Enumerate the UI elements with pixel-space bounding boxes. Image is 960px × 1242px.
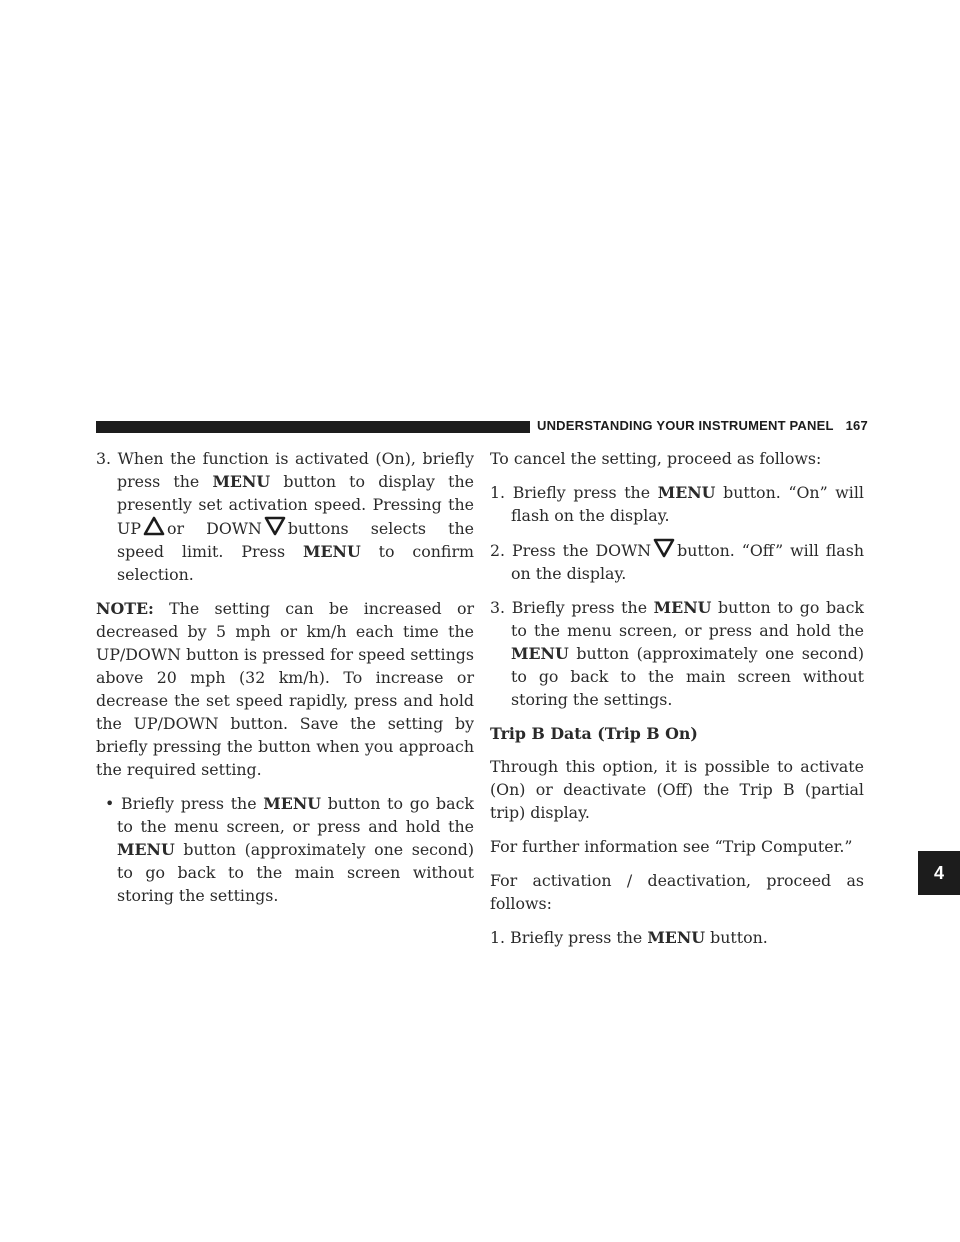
- step-text: When the function is activated (On), briefly press the: [117, 449, 474, 491]
- note-text: The setting can be increased or decreased by 5 mph or km/h each time the UP/DOWN button is pressed for speed settings above 20 mph (32 km/h). To increase or decrease the set speed rapidly, press and hold the UP/DOWN button. Save the setting by briefly pressing the button when you approach the required setting.: [96, 599, 475, 779]
- bullet-text: Briefly press the: [121, 794, 257, 813]
- cancel-step-2: [490, 538, 864, 585]
- cancel-intro: To cancel the setting, proceed as follows:: [490, 449, 822, 468]
- bullet-symbol: •: [105, 794, 115, 813]
- menu-keyword: MENU: [302, 542, 361, 561]
- bullet-item: [96, 792, 474, 907]
- trip-b-paragraph: Through this option, it is possible to activate (On) or deactivate (Off) the Trip B (partial trip) display.: [490, 757, 864, 822]
- menu-keyword: MENU: [117, 840, 175, 859]
- page-number: 167: [845, 418, 868, 433]
- chapter-tab: 4: [918, 851, 960, 895]
- right-column: [490, 447, 864, 960]
- menu-keyword: MENU: [647, 928, 706, 947]
- step-text: or DOWN: [166, 519, 262, 538]
- step-number: 3.: [490, 598, 506, 617]
- note-paragraph: [96, 597, 474, 781]
- step-text: Briefly press the: [510, 928, 643, 947]
- menu-keyword: MENU: [263, 794, 322, 813]
- activation-intro: For activation / deactivation, proceed as follows:: [490, 871, 864, 913]
- step-text: to confirm selection.: [117, 542, 474, 584]
- running-header: [537, 418, 868, 433]
- step-3-paragraph: [96, 447, 474, 586]
- menu-keyword: MENU: [657, 483, 716, 502]
- step-text: Press the DOWN: [512, 541, 652, 560]
- up-triangle-icon: [143, 516, 165, 536]
- activation-step-1: [490, 926, 864, 949]
- bullet-text: button (approximately one second) to go back to the main screen without storing the settings.: [117, 840, 474, 905]
- step-text: button (approximately one second) to go back to the main screen without storing the settings.: [511, 644, 864, 709]
- down-triangle-icon: [264, 516, 286, 536]
- step-text: button to go back to the menu screen, or press and hold the: [511, 598, 864, 640]
- step-text: Briefly press the: [511, 598, 648, 617]
- left-column: [96, 447, 474, 918]
- step-number: 3.: [96, 449, 112, 468]
- note-label: NOTE:: [96, 599, 154, 618]
- step-text: buttons selects the speed limit. Press: [117, 519, 474, 561]
- step-text: Briefly press the: [512, 483, 651, 502]
- trip-b-heading: Trip B Data (Trip B On): [490, 724, 698, 743]
- menu-keyword: MENU: [653, 598, 712, 617]
- step-text: button.: [710, 928, 768, 947]
- cancel-step-1: [490, 481, 864, 527]
- step-text: button. “On” will flash on the display.: [511, 483, 864, 525]
- step-text: button. “Off” will flash on the display.: [511, 541, 864, 583]
- step-text: button to display the presently set activation speed. Pressing the UP: [117, 472, 475, 538]
- step-number: 1.: [490, 928, 506, 947]
- further-info-paragraph: For further information see “Trip Computer.”: [490, 837, 853, 856]
- step-number: 2.: [490, 541, 506, 560]
- down-triangle-icon: [653, 538, 675, 558]
- bullet-text: button to go back to the menu screen, or press and hold the: [117, 794, 474, 836]
- menu-keyword: MENU: [212, 472, 271, 491]
- section-title: UNDERSTANDING YOUR INSTRUMENT PANEL: [537, 418, 834, 433]
- step-number: 1.: [490, 483, 506, 502]
- menu-keyword: MENU: [511, 644, 569, 663]
- header-rule: [96, 421, 530, 433]
- cancel-step-3: [490, 596, 864, 711]
